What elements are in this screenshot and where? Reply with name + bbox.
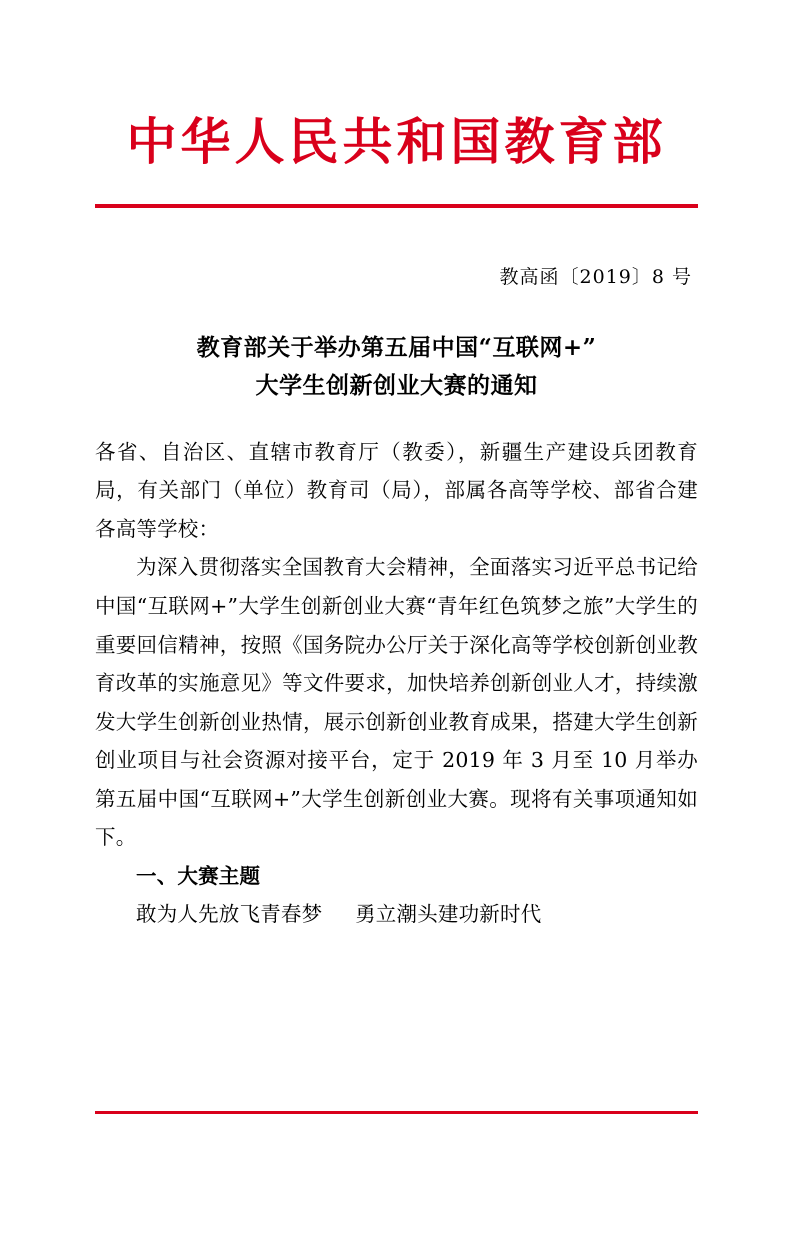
document-page [0,112,793,1234]
slogan-part-2: 勇立潮头建功新时代 [355,902,542,927]
page-title-line-2: 大学生创新创业大赛的通知 [255,371,538,399]
section-heading-1: 一、大赛主题 [136,863,261,888]
page-title [95,329,698,405]
document-body [95,433,698,934]
masthead-divider [95,204,698,208]
ministry-name: 中华人民共和国教育部 [126,112,667,171]
slogan-part-1: 敢为人先放飞青春梦 [136,902,323,927]
masthead [95,112,698,208]
footer-divider [95,1111,698,1114]
document-number: 教高函〔2019〕8 号 [499,266,692,288]
contest-slogan [95,895,698,934]
page-title-line-1: 教育部关于举办第五届中国“互联网+” [196,334,597,361]
recipients-paragraph: 各省、自治区、直辖市教育厅（教委），新疆生产建设兵团教育局，有关部门（单位）教育司（局），部属各高等学校、部省合建各高等学校： [95,439,698,541]
body-paragraph-1: 为深入贯彻落实全国教育大会精神，全面落实习近平总书记给中国“互联网+”大学生创新创业大赛“青年红色筑梦之旅”大学生的重要回信精神，按照《国务院办公厅关于深化高等学校创新创业教育改革的实施意见》等文件要求，加快培养创新创业人才，持续激发大学生创新创业热情，展示创新创业教育成果，搭建大学生创新创业项目与社会资源对接平台，定于 2019 年 3 月至 10 月举办第五届中国“互联网+”大学生创新创业大赛。现将有关事项通知如下。 [95,555,698,850]
